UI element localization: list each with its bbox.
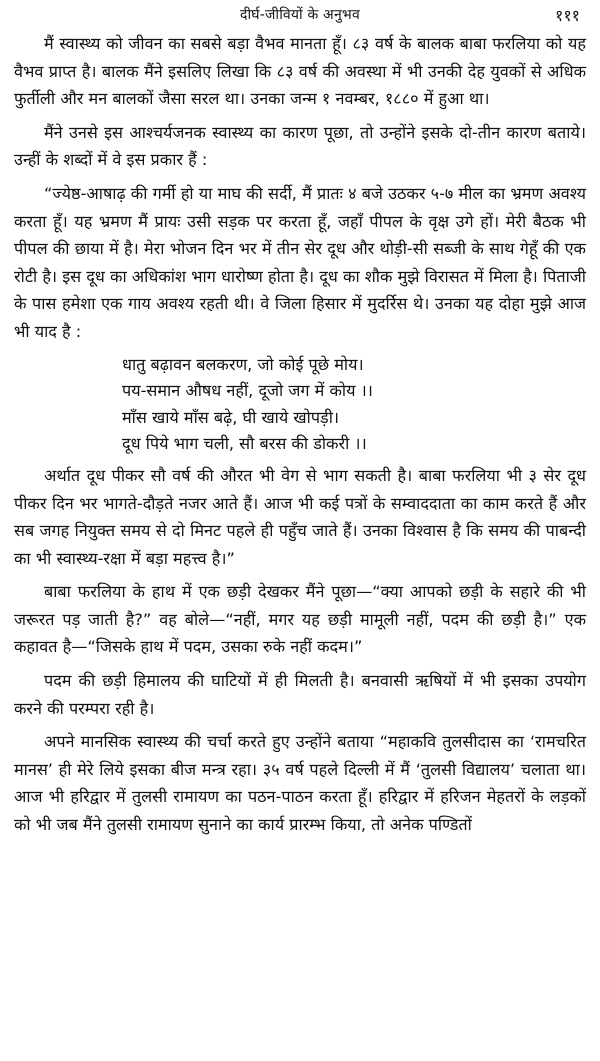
verse-line: धातु बढ़ावन बलकरण, जो कोई पूछे मोय। bbox=[122, 354, 364, 374]
running-title: दीर्घ-जीवियों के अनुभव bbox=[240, 7, 360, 23]
paragraph: मैंने उनसे इस आश्चर्यजनक स्वास्थ्य का कारण पूछा, तो उन्होंने इसके दो-तीन कारण बताये। उन्हीं के शब्दों में वे इस प्रकार हैं : bbox=[14, 122, 586, 170]
running-header bbox=[14, 2, 586, 28]
verse-line: पय-समान औषध नहीं, दूजो जग में कोय ।। bbox=[122, 381, 373, 401]
body-text bbox=[14, 30, 586, 839]
paragraph: बाबा फरलिया के हाथ में एक छड़ी देखकर मैंने पूछा—“क्या आपको छड़ी के सहारे की भी जरूरत पड़ जाती है?” वह बोले—“नहीं, मगर यह छड़ी मामूली नहीं, पदम की छड़ी है।” एक कहावत है—“जिसके हाथ में पदम, उसका रुके नहीं कदम।” bbox=[14, 582, 586, 657]
paragraph: पदम की छड़ी हिमालय की घाटियों में ही मिलती है। बनवासी ऋषियों में भी इसका उपयोग करने की परम्परा रही है। bbox=[14, 671, 586, 718]
paragraph: मैं स्वास्थ्य को जीवन का सबसे बड़ा वैभव मानता हूँ। ८३ वर्ष के बालक बाबा फरलिया को यह वैभव प्राप्त है। बालक मैंने इसलिए लिखा कि ८३ वर्ष की अवस्था में भी उनकी देह युवकों से अधिक फुर्तीली और मन बालकों जैसा सरल था। उनका जन्म १ नवम्बर, १८८० में हुआ था। bbox=[14, 34, 586, 109]
paragraph: अर्थात दूध पीकर सौ वर्ष की औरत भी वेग से भाग सकती है। बाबा फरलिया भी ३ सेर दूध पीकर दिन भर भागते-दौड़ते नजर आते हैं। आज भी कई पत्रों के सम्वाददाता का काम करते हैं और सब जगह नियुक्त समय से दो मिनट पहले ही पहुँच जाते हैं। उनका विश्वास है कि समय की पाबन्दी का भी स्वास्थ्य-रक्षा में बड़ा महत्त्व है।” bbox=[14, 465, 586, 568]
doha-verse bbox=[122, 352, 586, 458]
verse-line: दूध पिये भाग चली, सौ बरस की डोकरी ।। bbox=[122, 434, 367, 454]
page-number: १११ bbox=[555, 6, 580, 25]
paragraph: “ज्येष्ठ-आषाढ़ की गर्मी हो या माघ की सर्दी, मैं प्रातः ४ बजे उठकर ५-७ मील का भ्रमण अवश्य करता हूँ। यह भ्रमण मैं प्रायः उसी सड़क पर करता हूँ, जहाँ पीपल के वृक्ष उगे हों। मेरी बैठक भी पीपल की छाया में है। मेरा भोजन दिन भर में तीन सेर दूध और थोड़ी-सी सब्जी के साथ गेहूँ की एक रोटी है। इस दूध का अधिकांश भाग धारोष्ण होता है। दूध का शौक मुझे विरासत में मिला है। पिताजी के पास हमेशा एक गाय अवश्य रहती थी। वे जिला हिसार में मुदर्रिस थे। उनका यह दोहा मुझे आज भी याद है : bbox=[14, 183, 586, 341]
verse-line: माँस खाये माँस बढ़े, घी खाये खोपड़ी। bbox=[122, 407, 340, 427]
paragraph: अपने मानसिक स्वास्थ्य की चर्चा करते हुए उन्होंने बताया “महाकवि तुलसीदास का ‘रामचरित मानस’ ही मेरे लिये इसका बीज मन्त्र रहा। ३५ वर्ष पहले दिल्ली में मैं ‘तुलसी विद्यालय’ चलाता था। आज भी हरिद्वार में तुलसी रामायण का पठन-पाठन करता हूँ। हरिद्वार में हरिजन मेहतरों के लड़कों को भी जब मैंने तुलसी रामायण सुनाने का कार्य प्रारम्भ किया, तो अनेक पण्डितों bbox=[14, 732, 586, 835]
